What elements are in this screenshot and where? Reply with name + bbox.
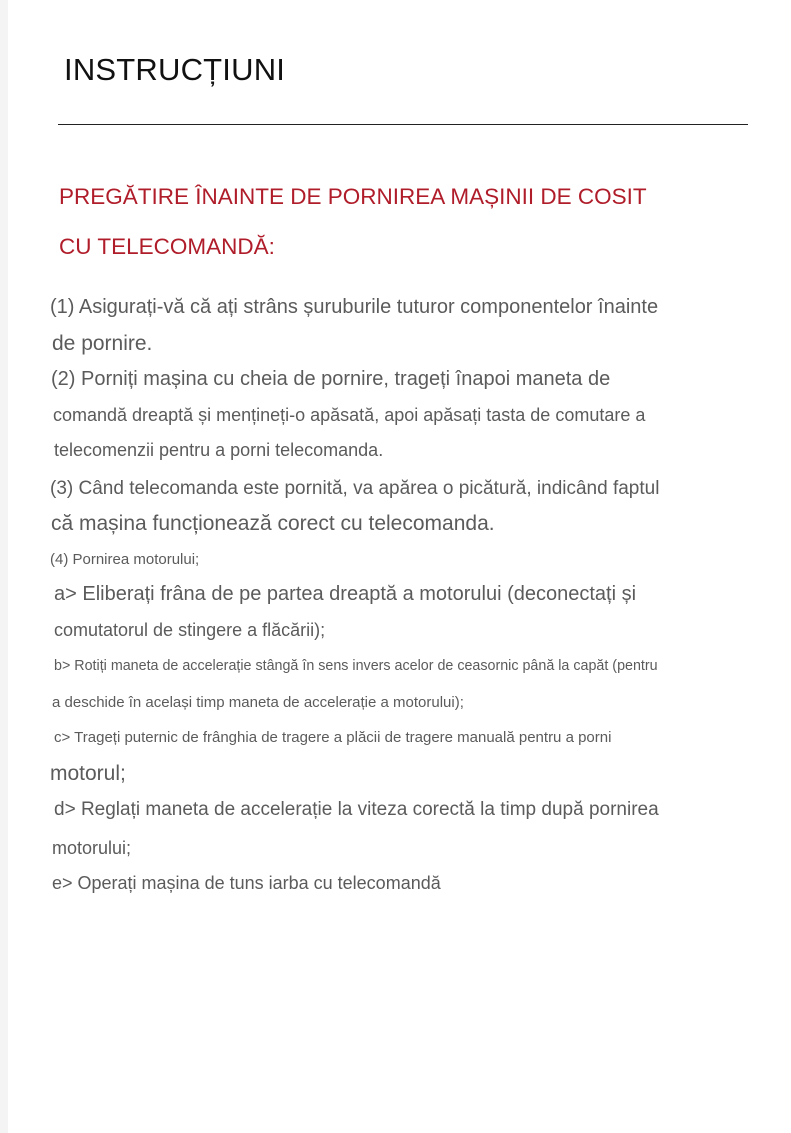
- step-2-line-1: (2) Porniți mașina cu cheia de pornire, trageți înapoi maneta de: [51, 368, 611, 390]
- step-4d-line-1: d> Reglați maneta de accelerație la viteza corectă la timp după pornirea: [54, 799, 659, 820]
- page-edge: [0, 0, 8, 1133]
- section-heading-line-2: CU TELECOMANDĂ:: [59, 234, 275, 259]
- step-4c-line-1: c> Trageți puternic de frânghia de tragere a plăcii de tragere manuală pentru a porni: [54, 729, 612, 746]
- page-title: INSTRUCȚIUNI: [64, 52, 286, 87]
- step-4c-line-2: motorul;: [50, 762, 126, 785]
- section-heading-line-1: PREGĂTIRE ÎNAINTE DE PORNIREA MAȘINII DE COSIT: [59, 184, 647, 209]
- step-3-line-2: că mașina funcționează corect cu telecomanda.: [51, 512, 495, 535]
- step-4-line: (4) Pornirea motorului;: [50, 551, 200, 568]
- step-4b-line-1: b> Rotiți maneta de accelerație stângă în sens invers acelor de ceasornic până la capăt (pentru: [54, 658, 658, 674]
- step-4b-line-2: a deschide în același timp maneta de accelerație a motorului);: [52, 694, 464, 711]
- step-4a-line-1: a> Eliberați frâna de pe partea dreaptă a motorului (deconectați și: [54, 583, 637, 605]
- title-divider: [58, 124, 748, 125]
- step-1-line-2: de pornire.: [52, 332, 153, 355]
- step-2-line-3: telecomenzii pentru a porni telecomanda.: [54, 440, 384, 460]
- step-4d-line-2: motorului;: [52, 838, 132, 858]
- step-3-line-1: (3) Când telecomanda este pornită, va apărea o picătură, indicând faptul: [50, 478, 660, 499]
- step-1-line-1: (1) Asigurați-vă că ați strâns șuruburile tuturor componentelor înainte: [50, 296, 659, 318]
- step-2-line-2: comandă dreaptă și mențineți-o apăsată, apoi apăsați tasta de comutare a: [53, 405, 646, 425]
- step-4a-line-2: comutatorul de stingere a flăcării);: [54, 620, 326, 640]
- step-4e-line: e> Operați mașina de tuns iarba cu telecomandă: [52, 873, 441, 893]
